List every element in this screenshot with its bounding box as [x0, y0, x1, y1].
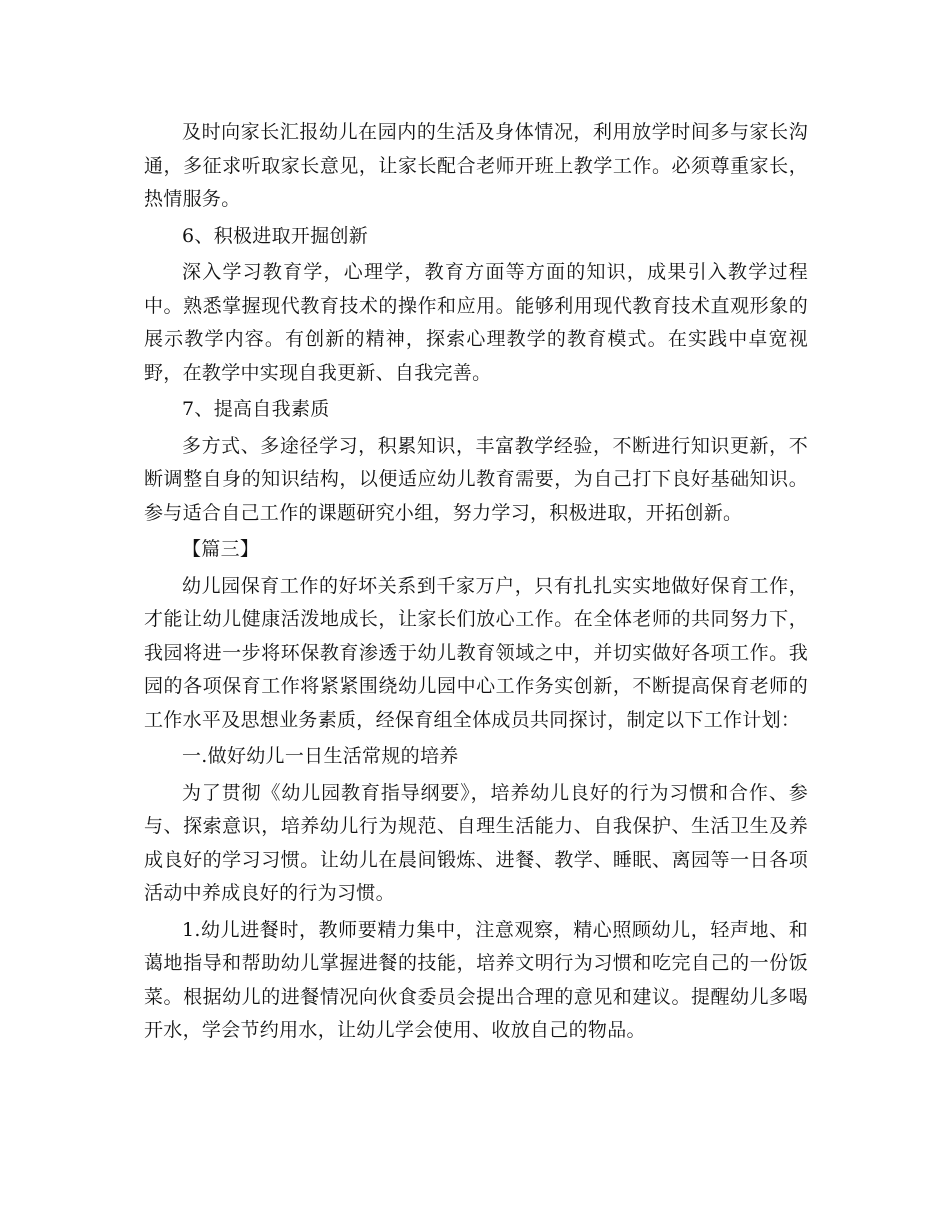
paragraph-innovation: 深入学习教育学，心理学，教育方面等方面的知识，成果引入教学过程中。熟悉掌握现代教育技术的操作和应用。能够利用现代教育技术直观形象的展示教学内容。有创新的精神，探索心理教学的教育模式。在实践中卓宽视野，在教学中实现自我更新、自我完善。: [144, 261, 808, 384]
paragraph-daily-routine: 为了贯彻《幼儿园教育指导纲要》，培养幼儿良好的行为习惯和合作、参与、探索意识，培养幼儿行为规范、自理生活能力、自我保护、生活卫生及养成良好的学习习惯。让幼儿在晨间锻炼、进餐、教学、睡眠、离园等一日各项活动中养成良好的行为习惯。: [144, 781, 808, 904]
heading-innovation: 6、积极进取开掘创新: [182, 224, 369, 247]
section-title-part-three: 【篇三】: [182, 538, 260, 560]
paragraph-self-quality: 多方式、多途径学习，积累知识，丰富教学经验，不断进行知识更新，不断调整自身的知识结构，以便适应幼儿教育需要，为自己打下良好基础知识。参与适合自己工作的课题研究小组，努力学习，积极进取，开拓创新。: [144, 434, 808, 524]
heading-self-quality: 7、提高自我素质: [182, 398, 330, 420]
paragraph-intro-part-three: 幼儿园保育工作的好坏关系到千家万户，只有扎扎实实地做好保育工作，才能让幼儿健康活泼地成长，让家长们放心工作。在全体老师的共同努力下，我园将进一步将环保教育渗透于幼儿教育领域之中，并切实做好各项工作。我园的各项保育工作将紧紧围绕幼儿园中心工作务实创新，不断提高保育老师的工作水平及思想业务素质，经保育组全体成员共同探讨，制定以下工作计划：: [144, 574, 808, 731]
heading-daily-routine: 一.做好幼儿一日生活常规的培养: [182, 745, 459, 767]
paragraph-parent-communication: 及时向家长汇报幼儿在园内的生活及身体情况，利用放学时间多与家长沟通，多征求听取家长意见，让家长配合老师开班上教学工作。必须尊重家长，热情服务。: [144, 121, 808, 210]
document-page: [144, 116, 808, 1051]
paragraph-meal-time: 1.幼儿进餐时，教师要精力集中，注意观察，精心照顾幼儿，轻声地、和蔼地指导和帮助幼儿掌握进餐的技能，培养文明行为习惯和吃完自己的一份饭菜。根据幼儿的进餐情况向伙食委员会提出合理的意见和建议。提醒幼儿多喝开水，学会节约用水，让幼儿学会使用、收放自己的物品。: [144, 918, 808, 1041]
